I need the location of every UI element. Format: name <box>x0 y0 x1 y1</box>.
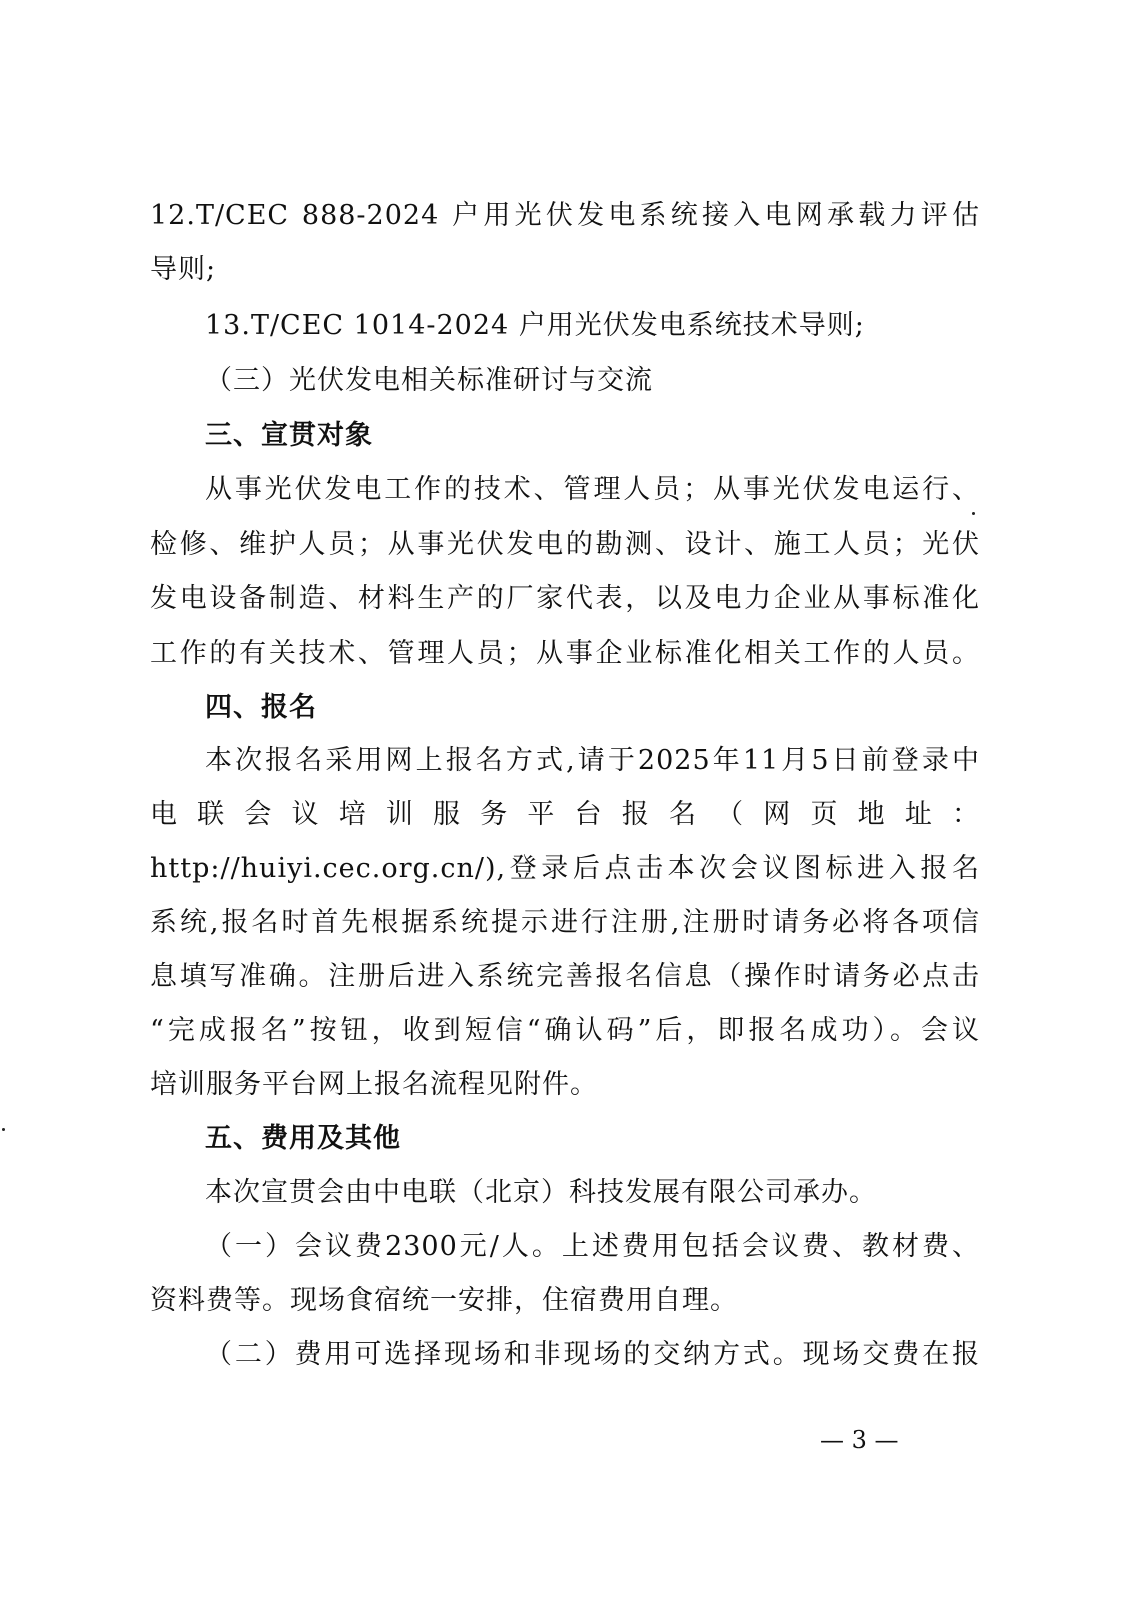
registration-paragraph-line: 本次报名采用网上报名方式,请于2025年11月5日前登录中 <box>205 745 980 776</box>
audience-paragraph-line: 检修、维护人员；从事光伏发电的勘测、设计、施工人员；光伏 <box>150 529 980 560</box>
audience-paragraph-line: 发电设备制造、材料生产的厂家代表，以及电力企业从事标准化 <box>150 583 980 614</box>
registration-paragraph-line: 系统,报名时首先根据系统提示进行注册,注册时请务必将各项信 <box>150 907 980 938</box>
fees-item-two: （二）费用可选择现场和非现场的交纳方式。现场交费在报 <box>205 1339 980 1370</box>
registration-paragraph-line: “完成报名”按钮，收到短信“确认码”后，即报名成功）。会议 <box>150 1015 980 1046</box>
section-heading-registration: 四、报名 <box>205 692 317 723</box>
fees-paragraph-line: 本次宣贯会由中电联（北京）科技发展有限公司承办。 <box>205 1177 877 1208</box>
subsection-three: （三）光伏发电相关标准研讨与交流 <box>205 365 653 396</box>
standard-item-13: 13.T/CEC 1014-2024 户用光伏发电系统技术导则; <box>205 310 865 341</box>
audience-paragraph-line: 工作的有关技术、管理人员；从事企业标准化相关工作的人员。 <box>150 638 980 669</box>
registration-url-line: http://huiyi.cec.org.cn/),登录后点击本次会议图标进入报名 <box>150 853 980 884</box>
registration-paragraph-line: 培训服务平台网上报名流程见附件。 <box>150 1069 598 1100</box>
fees-item-one: （一）会议费2300元/人。上述费用包括会议费、教材费、 <box>205 1231 980 1262</box>
section-heading-fees: 五、费用及其他 <box>205 1123 401 1154</box>
page-number: — 3 — <box>820 1426 899 1454</box>
fees-item-one-continued: 资料费等。现场食宿统一安排，住宿费用自理。 <box>150 1285 738 1316</box>
section-heading-audience: 三、宣贯对象 <box>205 420 373 451</box>
standard-item-12-continued: 导则; <box>150 254 217 285</box>
registration-paragraph-line: 息填写准确。注册后进入系统完善报名信息（操作时请务必点击 <box>150 961 980 992</box>
scan-speck <box>972 512 975 515</box>
audience-paragraph-line: 从事光伏发电工作的技术、管理人员；从事光伏发电运行、 <box>205 474 980 505</box>
registration-paragraph-line: 电联会议培训服务平台报名（网页地址： <box>150 799 980 830</box>
standard-item-12: 12.T/CEC 888-2024 户用光伏发电系统接入电网承载力评估 <box>150 200 980 231</box>
scan-speck <box>2 1128 5 1131</box>
